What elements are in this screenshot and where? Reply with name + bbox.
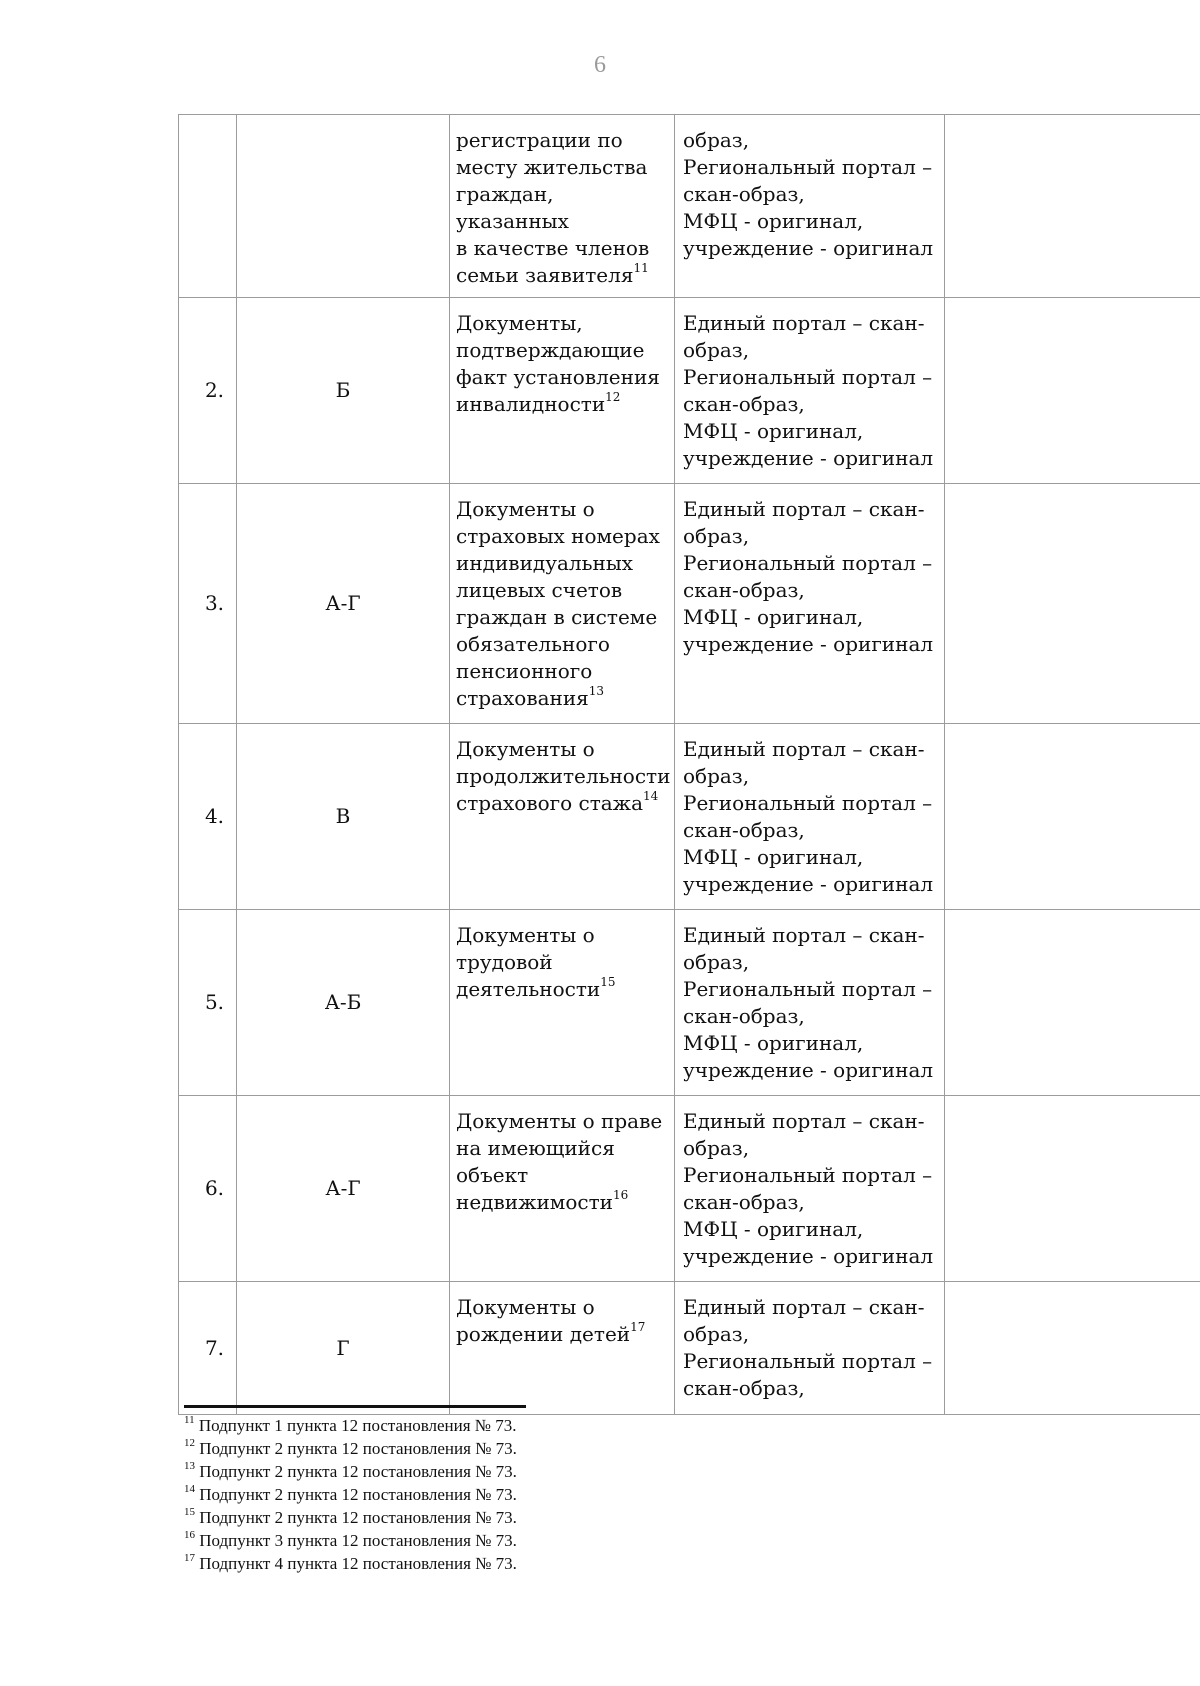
footnotes: [184, 1414, 884, 1575]
empty-cell: [945, 484, 1200, 724]
document-name: регистрации по месту жительства граждан, указанных в качестве членов семьи заявителя: [456, 128, 650, 287]
applicant-category: А-Г: [237, 484, 450, 724]
footnote-number: 15: [184, 1506, 195, 1519]
footnote-text: Подпункт 3 пункта 12 постановления № 73.: [199, 1531, 517, 1550]
document-name-cell: [450, 910, 675, 1096]
documents-table: [178, 114, 1200, 1415]
footnote-ref: 17: [630, 1320, 646, 1335]
document-name: Документы о праве на имеющийся объект недвижимости: [456, 1109, 663, 1214]
footnote: [184, 1414, 884, 1437]
submission-method: Единый портал – скан- образ, Региональный портал – скан-образ, МФЦ - оригинал, учреждение - оригинал: [675, 484, 945, 724]
document-name: Документы о рождении детей: [456, 1295, 631, 1346]
submission-method: Единый портал – скан- образ, Региональный портал – скан-образ, МФЦ - оригинал, учреждение - оригинал: [675, 298, 945, 484]
applicant-category: В: [237, 724, 450, 910]
footnote-number: 13: [184, 1460, 195, 1473]
footnote: [184, 1437, 884, 1460]
footnote-ref: 16: [613, 1188, 629, 1203]
document-name-cell: [450, 298, 675, 484]
submission-method: Единый портал – скан- образ, Региональный портал – скан-образ, МФЦ - оригинал, учреждение - оригинал: [675, 910, 945, 1096]
table-row: [179, 298, 1200, 484]
footnote: [184, 1460, 884, 1483]
footnote-text: Подпункт 4 пункта 12 постановления № 73.: [199, 1554, 517, 1573]
table-row: [179, 724, 1200, 910]
table-row: [179, 115, 1200, 298]
document-name-cell: [450, 1282, 675, 1415]
footnote-text: Подпункт 2 пункта 12 постановления № 73.: [199, 1439, 517, 1458]
empty-cell: [945, 298, 1200, 484]
footnote-text: Подпункт 2 пункта 12 постановления № 73.: [199, 1485, 517, 1504]
submission-method: Единый портал – скан- образ, Региональный портал – скан-образ, МФЦ - оригинал, учреждение - оригинал: [675, 724, 945, 910]
empty-cell: [945, 724, 1200, 910]
footnote-text: Подпункт 2 пункта 12 постановления № 73.: [199, 1462, 517, 1481]
empty-cell: [945, 1282, 1200, 1415]
applicant-category: А-Г: [237, 1096, 450, 1282]
footnote-text: Подпункт 2 пункта 12 постановления № 73.: [199, 1508, 517, 1527]
footnote-number: 17: [184, 1552, 195, 1565]
submission-method: Единый портал – скан- образ, Региональный портал – скан-образ, МФЦ - оригинал, учреждение - оригинал: [675, 1096, 945, 1282]
table-row: [179, 1282, 1200, 1415]
footnote-number: 12: [184, 1437, 195, 1450]
footnote-separator: [184, 1405, 526, 1408]
submission-method: Единый портал – скан- образ, Региональный портал – скан-образ,: [675, 1282, 945, 1415]
document-name: Документы о продолжительности страхового стажа: [456, 737, 671, 815]
row-number: 6.: [179, 1096, 237, 1282]
document-name: Документы, подтверждающие факт установления инвалидности: [456, 311, 660, 416]
footnote-number: 14: [184, 1483, 195, 1496]
footnote-number: 11: [184, 1414, 195, 1427]
document-name-cell: [450, 1096, 675, 1282]
footnote-ref: 14: [643, 789, 659, 804]
applicant-category: [237, 115, 450, 298]
footnote-text: Подпункт 1 пункта 12 постановления № 73.: [198, 1416, 517, 1435]
applicant-category: Г: [237, 1282, 450, 1415]
table-row: [179, 1096, 1200, 1282]
submission-method: образ, Региональный портал – скан-образ, МФЦ - оригинал, учреждение - оригинал: [675, 115, 945, 298]
empty-cell: [945, 1096, 1200, 1282]
footnote-ref: 12: [605, 390, 621, 405]
empty-cell: [945, 910, 1200, 1096]
footnote-number: 16: [184, 1529, 195, 1542]
document-name-cell: [450, 724, 675, 910]
document-name: Документы о страховых номерах индивидуальных лицевых счетов граждан в системе обязательного пенсионного страхования: [456, 497, 660, 710]
footnote-ref: 13: [588, 684, 605, 699]
empty-cell: [945, 115, 1200, 298]
document-name: Документы о трудовой деятельности: [456, 923, 601, 1001]
page-number: 6: [594, 52, 606, 78]
footnote: [184, 1552, 884, 1575]
footnote: [184, 1529, 884, 1552]
document-name-cell: [450, 115, 675, 298]
row-number: 3.: [179, 484, 237, 724]
row-number: 5.: [179, 910, 237, 1096]
row-number: 2.: [179, 298, 237, 484]
table-row: [179, 484, 1200, 724]
footnote-ref: 11: [633, 261, 649, 276]
footnote-ref: 15: [600, 975, 616, 990]
footnote: [184, 1483, 884, 1506]
document-name-cell: [450, 484, 675, 724]
applicant-category: А-Б: [237, 910, 450, 1096]
row-number: [179, 115, 237, 298]
row-number: 7.: [179, 1282, 237, 1415]
applicant-category: Б: [237, 298, 450, 484]
footnote: [184, 1506, 884, 1529]
table-row: [179, 910, 1200, 1096]
row-number: 4.: [179, 724, 237, 910]
